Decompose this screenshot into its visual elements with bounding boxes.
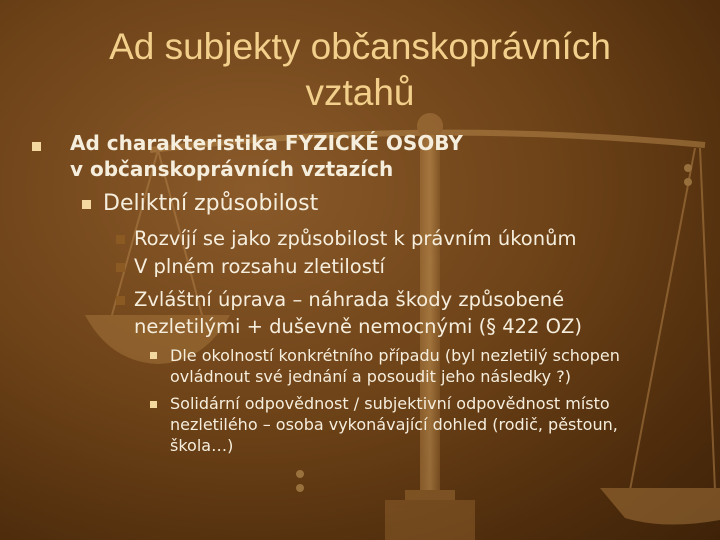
bullet-icon [116, 296, 125, 305]
level1-line-1: Ad charakteristika FYZICKÉ OSOBY [70, 131, 463, 155]
bullet-icon [116, 263, 125, 272]
bullet-icon [116, 235, 125, 244]
level3-item-3-line-1: Zvláštní úprava – náhrada škody způsobené [134, 288, 565, 311]
level4-item-2-line-3: škola…) [170, 436, 234, 455]
level4-item-1-line-2: ovládnout své jednání a posoudit jeho následky ?) [170, 367, 571, 386]
level4-item-2-line-2: nezletilého – osoba vykonávající dohled (rodič, pěstoun, [170, 415, 618, 434]
level1-line-2: v občanskoprávních vztazích [70, 157, 394, 181]
bullet-icon [150, 352, 157, 359]
level4-item-2-line-1: Solidární odpovědnost / subjektivní odpovědnost místo [170, 394, 610, 413]
bullet-icon [150, 401, 157, 408]
bullet-icon [82, 200, 91, 209]
bullet-icon [32, 142, 41, 151]
level2-item: Deliktní způsobilost [103, 191, 319, 216]
level3-item-3-line-2: nezletilými + duševně nemocnými (§ 422 OZ) [134, 315, 582, 338]
level4-item-1-line-1: Dle okolností konkrétního případu (byl nezletilý schopen [170, 346, 620, 365]
level3-item-2-line-1: V plném rozsahu zletilostí [134, 255, 385, 278]
level3-item-1-line-1: Rozvíjí se jako způsobilost k právním úkonům [134, 227, 577, 250]
slide-title: Ad subjekty občanskoprávních vztahů [109, 26, 611, 113]
